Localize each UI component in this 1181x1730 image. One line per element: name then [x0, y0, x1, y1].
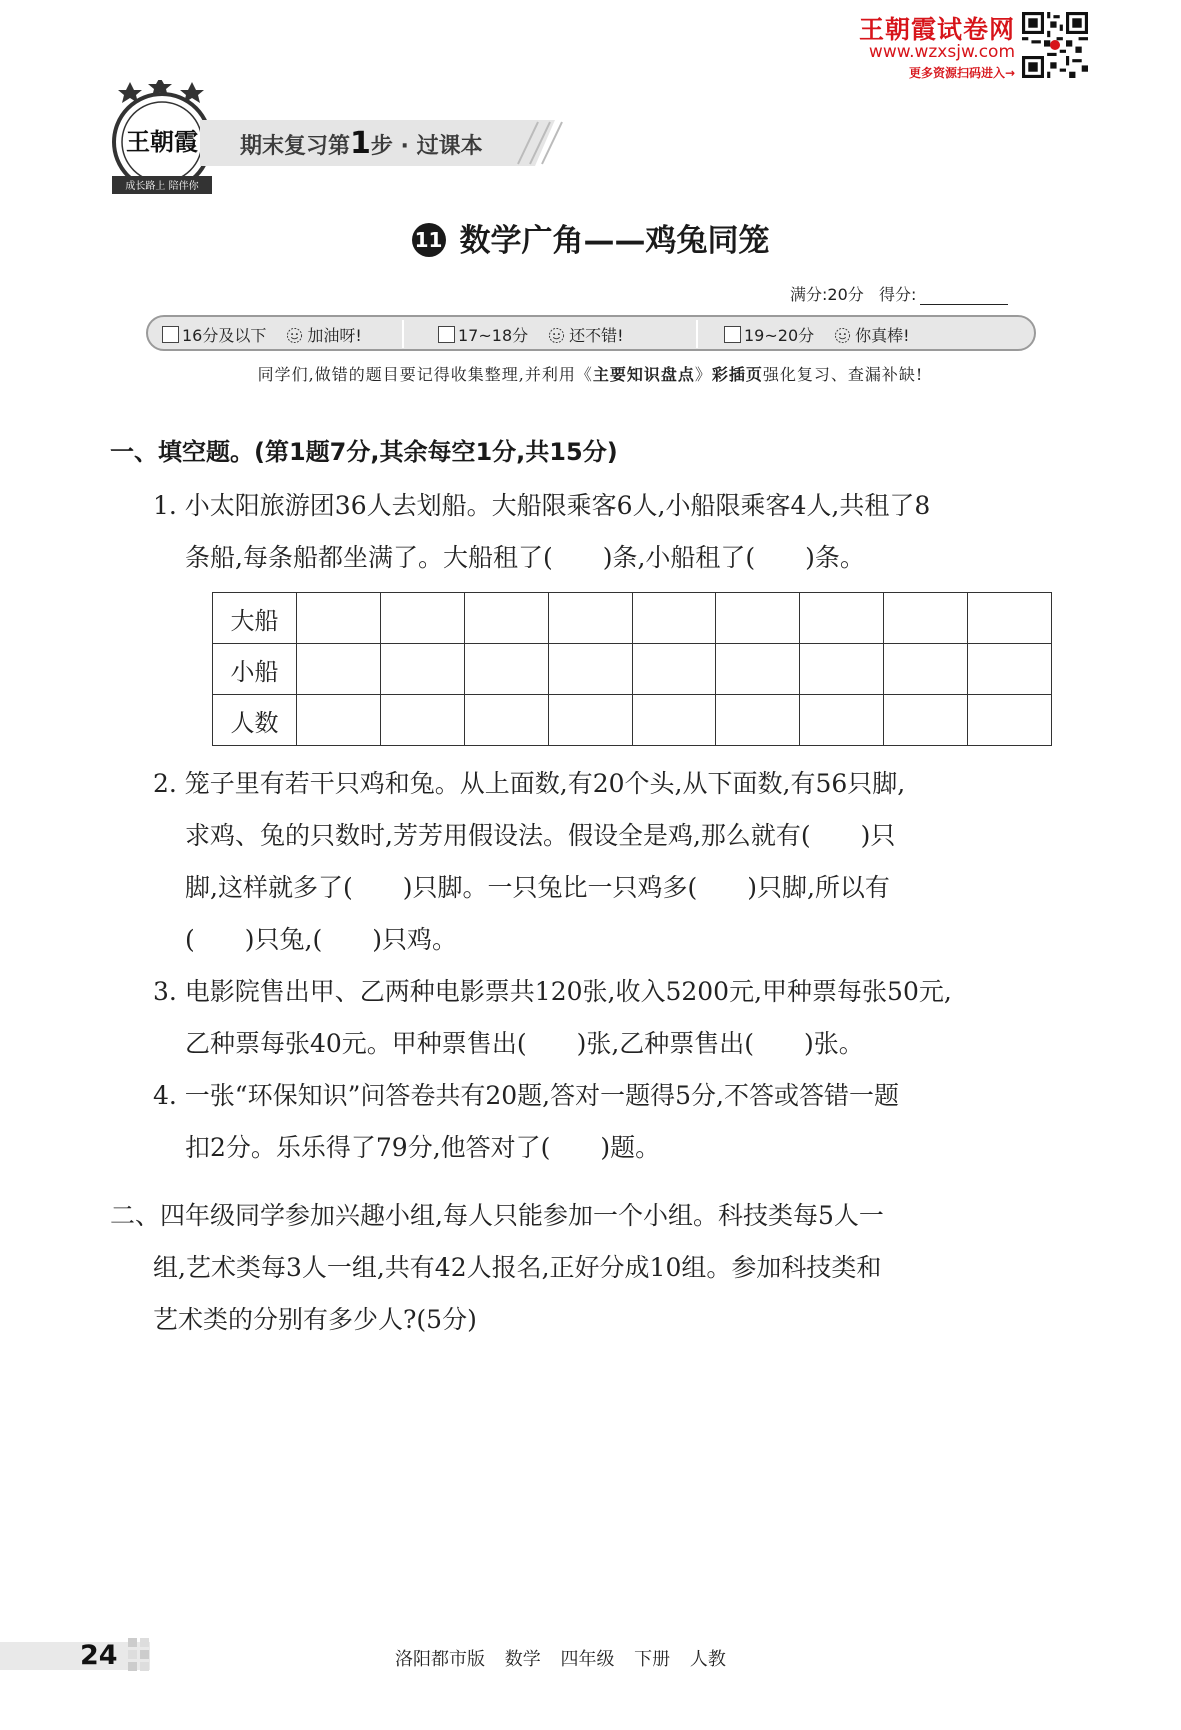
- question-1: [153, 480, 930, 584]
- question-line: 1. 小太阳旅游团36人去划船。大船限乘客6人,小船限乘客4人,共租了8: [153, 491, 931, 520]
- table-cell[interactable]: [548, 644, 632, 695]
- question-line: 3. 电影院售出甲、乙两种电影票共120张,收入5200元,甲种票每张50元,: [153, 977, 952, 1006]
- score-line: [790, 282, 1008, 305]
- banner-label-wrap: [200, 118, 570, 168]
- title-number-badge: 11: [412, 223, 446, 257]
- tip-bold-insert: 彩插页: [711, 365, 763, 384]
- checkbox-icon[interactable]: [162, 326, 179, 343]
- table-row: [213, 695, 1052, 746]
- rating-range: 19~20分: [744, 326, 815, 345]
- tip-bold-knowledge: 主要知识盘点: [592, 365, 695, 384]
- logo-ribbon: 成长路上 陪伴你: [125, 181, 199, 192]
- tip-text: 强化复习、查漏补缺!: [762, 365, 924, 384]
- banner-prefix: 期末复习第: [240, 134, 351, 159]
- brand-header: [850, 10, 1090, 82]
- qr-code-icon[interactable]: [1022, 12, 1088, 78]
- table-cell[interactable]: [297, 695, 381, 746]
- banner-suffix: 步 · 过课本: [370, 134, 483, 159]
- table-cell[interactable]: [800, 593, 884, 644]
- rating-comment: 你真棒!: [855, 326, 910, 345]
- tip-text: 同学们,做错的题目要记得收集整理,并利用《: [257, 365, 593, 384]
- smiley-icon: [286, 327, 303, 344]
- question-2: [153, 758, 905, 966]
- question-line[interactable]: 扣2分。乐乐得了79分,他答对了( )题。: [185, 1133, 661, 1162]
- rating-option-1[interactable]: [162, 323, 362, 345]
- page-title: [0, 215, 1181, 260]
- table-cell[interactable]: [632, 695, 716, 746]
- rating-range: 16分及以下: [182, 326, 267, 345]
- banner-label: [240, 126, 483, 161]
- table-cell[interactable]: [464, 695, 548, 746]
- table-cell[interactable]: [297, 644, 381, 695]
- table-cell[interactable]: [297, 593, 381, 644]
- table-cell[interactable]: [632, 593, 716, 644]
- question-line: 组,艺术类每3人一组,共有42人报名,正好分成10组。参加科技类和: [153, 1253, 882, 1282]
- logo-name: 王朝霞: [126, 127, 198, 156]
- brand-tagline: 更多资源扫码进入→: [908, 66, 1015, 80]
- table-cell[interactable]: [716, 593, 800, 644]
- full-score-label: 满分:20分: [790, 285, 864, 304]
- footer-edition: 洛阳都市版 数学 四年级 下册 人教: [395, 1649, 726, 1670]
- question-line: 艺术类的分别有多少人?(5分): [153, 1305, 477, 1334]
- question-4: [153, 1070, 899, 1174]
- tip-text: 》: [694, 365, 712, 384]
- rating-comment: 还不错!: [569, 326, 624, 345]
- question-line[interactable]: 求鸡、兔的只数时,芳芳用假设法。假设全是鸡,那么就有( )只: [185, 821, 896, 850]
- smiley-icon: [548, 327, 565, 344]
- rating-comment: 加油呀!: [307, 326, 362, 345]
- table-cell[interactable]: [380, 593, 464, 644]
- study-tip: [0, 362, 1181, 385]
- footer-decoration-icon: [128, 1638, 150, 1672]
- title-text: 数学广角——鸡兔同笼: [459, 223, 770, 259]
- table-cell[interactable]: [884, 644, 968, 695]
- rating-option-3[interactable]: [724, 323, 910, 345]
- rating-range: 17~18分: [458, 326, 529, 345]
- brand-url[interactable]: www.wzxsjw.com: [868, 42, 1015, 62]
- row-header-people: 人数: [213, 695, 297, 746]
- question-line[interactable]: 脚,这样就多了( )只脚。一只兔比一只鸡多( )只脚,所以有: [185, 873, 890, 902]
- self-rating-bar: [146, 315, 1036, 351]
- table-cell[interactable]: [800, 644, 884, 695]
- got-score-label: 得分:: [879, 285, 917, 304]
- checkbox-icon[interactable]: [438, 326, 455, 343]
- question-line[interactable]: 条船,每条船都坐满了。大船租了( )条,小船租了( )条。: [185, 543, 865, 572]
- question-line: 二、四年级同学参加兴趣小组,每人只能参加一个小组。科技类每5人一: [110, 1201, 884, 1230]
- score-blank[interactable]: [920, 285, 1008, 305]
- row-header-small-boat: 小船: [213, 644, 297, 695]
- table-cell[interactable]: [548, 695, 632, 746]
- smiley-icon: [834, 327, 851, 344]
- table-cell[interactable]: [632, 644, 716, 695]
- row-header-large-boat: 大船: [213, 593, 297, 644]
- table-cell[interactable]: [716, 644, 800, 695]
- table-cell[interactable]: [800, 695, 884, 746]
- page-number: 24: [80, 1640, 118, 1671]
- table-cell[interactable]: [968, 593, 1052, 644]
- question-3: [153, 966, 952, 1070]
- q1-answer-table: [212, 592, 1052, 746]
- table-cell[interactable]: [380, 644, 464, 695]
- table-cell[interactable]: [884, 695, 968, 746]
- table-cell[interactable]: [464, 644, 548, 695]
- table-cell[interactable]: [968, 644, 1052, 695]
- section2-question: [110, 1190, 884, 1346]
- table-cell[interactable]: [968, 695, 1052, 746]
- table-cell[interactable]: [380, 695, 464, 746]
- checkbox-icon[interactable]: [724, 326, 741, 343]
- table-cell[interactable]: [716, 695, 800, 746]
- banner-step: 1: [350, 126, 371, 161]
- question-line: 4. 一张“环保知识”问答卷共有20题,答对一题得5分,不答或答错一题: [153, 1081, 899, 1110]
- table-cell[interactable]: [884, 593, 968, 644]
- rating-option-2[interactable]: [438, 323, 624, 345]
- rating-divider: [696, 320, 698, 348]
- brand-title: 王朝霞试卷网: [858, 15, 1015, 44]
- table-row: [213, 644, 1052, 695]
- rating-divider: [402, 320, 404, 348]
- section1-heading: 一、填空题。(第1题7分,其余每空1分,共15分): [110, 438, 618, 466]
- table-row: [213, 593, 1052, 644]
- question-line[interactable]: 乙种票每张40元。甲种票售出( )张,乙种票售出( )张。: [185, 1029, 864, 1058]
- question-line: 2. 笼子里有若干只鸡和兔。从上面数,有20个头,从下面数,有56只脚,: [153, 769, 906, 798]
- table-cell[interactable]: [464, 593, 548, 644]
- question-line[interactable]: ( )只兔,( )只鸡。: [185, 925, 457, 954]
- table-cell[interactable]: [548, 593, 632, 644]
